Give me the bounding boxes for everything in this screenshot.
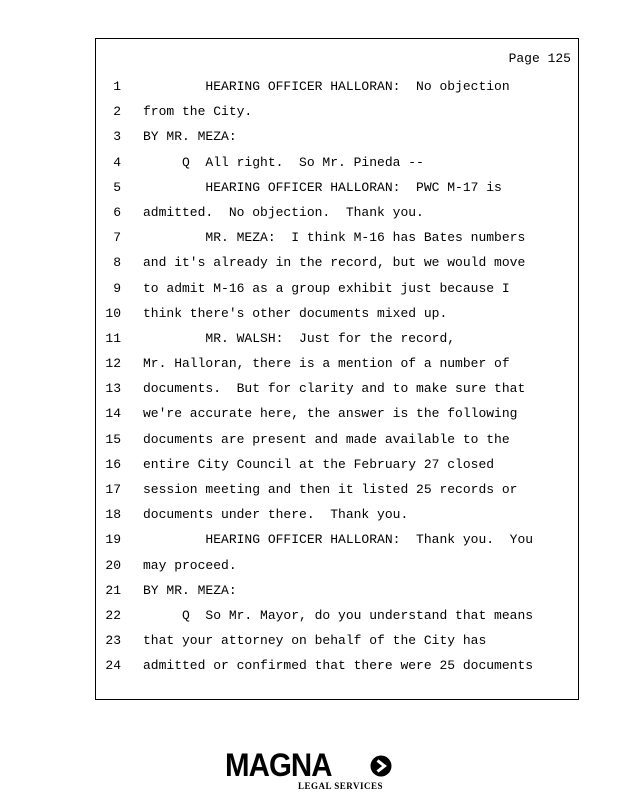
line-text: HEARING OFFICER HALLORAN: PWC M-17 is bbox=[143, 179, 502, 195]
transcript-line bbox=[96, 401, 578, 426]
chevron-right-circle-icon bbox=[370, 755, 392, 777]
line-text: MR. MEZA: I think M-16 has Bates numbers bbox=[143, 230, 526, 246]
line-number: 2 bbox=[113, 104, 121, 120]
line-text: BY MR. MEZA: bbox=[143, 582, 237, 598]
line-text: Mr. Halloran, there is a mention of a number of bbox=[143, 356, 510, 372]
line-number: 12 bbox=[105, 356, 121, 372]
line-number: 17 bbox=[105, 482, 121, 497]
line-text: and it's already in the record, but we would move bbox=[143, 255, 526, 271]
line-text: admitted. No objection. Thank you. bbox=[143, 204, 424, 220]
line-number: 24 bbox=[105, 658, 121, 674]
transcript-line bbox=[96, 225, 578, 250]
transcript-line bbox=[96, 301, 578, 326]
transcript-line bbox=[96, 578, 578, 603]
transcript-lines bbox=[96, 74, 578, 679]
line-number: 23 bbox=[105, 633, 121, 649]
line-number: 10 bbox=[105, 305, 121, 321]
transcript-line bbox=[96, 74, 578, 99]
line-text: we're accurate here, the answer is the following bbox=[143, 406, 518, 422]
line-number: 16 bbox=[105, 456, 121, 472]
line-number: 15 bbox=[105, 431, 121, 447]
line-text: entire City Council at the February 27 closed bbox=[143, 456, 495, 472]
line-number: 1 bbox=[113, 79, 121, 94]
transcript-line bbox=[96, 427, 578, 452]
line-text: BY MR. MEZA: bbox=[143, 129, 237, 145]
transcript-page bbox=[95, 38, 579, 700]
line-text: MR. WALSH: Just for the record, bbox=[143, 330, 456, 346]
line-text: from the City. bbox=[143, 104, 253, 120]
line-text: admitted or confirmed that there were 25 documents bbox=[143, 658, 534, 674]
line-text: documents are present and made available to the bbox=[143, 431, 510, 447]
line-number: 5 bbox=[113, 179, 121, 195]
line-text: HEARING OFFICER HALLORAN: Thank you. You bbox=[143, 532, 534, 548]
magna-logo bbox=[225, 748, 400, 794]
transcript-line bbox=[96, 477, 578, 502]
logo-subtitle: LEGAL SERVICES bbox=[298, 781, 383, 791]
line-number: 14 bbox=[105, 406, 121, 422]
transcript-line bbox=[96, 351, 578, 376]
line-number: 9 bbox=[113, 280, 121, 296]
transcript-line bbox=[96, 99, 578, 124]
transcript-line bbox=[96, 150, 578, 175]
line-number: 8 bbox=[113, 255, 121, 271]
line-number: 4 bbox=[113, 154, 121, 170]
line-number: 13 bbox=[105, 381, 121, 397]
transcript-line bbox=[96, 603, 578, 628]
transcript-line bbox=[96, 326, 578, 351]
line-number: 11 bbox=[105, 330, 121, 346]
line-text: session meeting and then it listed 25 records or bbox=[143, 482, 518, 497]
line-text: HEARING OFFICER HALLORAN: No objection bbox=[143, 79, 510, 94]
transcript-line bbox=[96, 276, 578, 301]
transcript-line bbox=[96, 553, 578, 578]
transcript-line bbox=[96, 124, 578, 149]
line-text: think there's other documents mixed up. bbox=[143, 305, 448, 321]
line-text: Q All right. So Mr. Pineda -- bbox=[143, 154, 424, 170]
line-number: 20 bbox=[105, 557, 121, 573]
transcript-line bbox=[96, 175, 578, 200]
line-number: 22 bbox=[105, 607, 121, 623]
transcript-line bbox=[96, 653, 578, 678]
transcript-line bbox=[96, 200, 578, 225]
transcript-line bbox=[96, 502, 578, 527]
logo-wordmark: MAGNA bbox=[225, 747, 332, 783]
line-text: documents under there. Thank you. bbox=[143, 507, 409, 523]
line-number: 7 bbox=[113, 230, 121, 246]
line-number: 19 bbox=[105, 532, 121, 548]
transcript-line bbox=[96, 527, 578, 552]
transcript-line bbox=[96, 628, 578, 653]
line-text: to admit M-16 as a group exhibit just because I bbox=[143, 280, 510, 296]
transcript-line bbox=[96, 250, 578, 275]
transcript-line bbox=[96, 376, 578, 401]
line-text: that your attorney on behalf of the City has bbox=[143, 633, 487, 649]
line-number: 6 bbox=[113, 204, 121, 220]
line-number: 3 bbox=[113, 129, 121, 145]
page-number: Page 125 bbox=[508, 51, 571, 66]
line-number: 18 bbox=[105, 507, 121, 523]
transcript-line bbox=[96, 452, 578, 477]
line-text: documents. But for clarity and to make sure that bbox=[143, 381, 526, 397]
line-text: Q So Mr. Mayor, do you understand that means bbox=[143, 607, 534, 623]
line-text: may proceed. bbox=[143, 557, 237, 573]
line-number: 21 bbox=[105, 582, 121, 598]
